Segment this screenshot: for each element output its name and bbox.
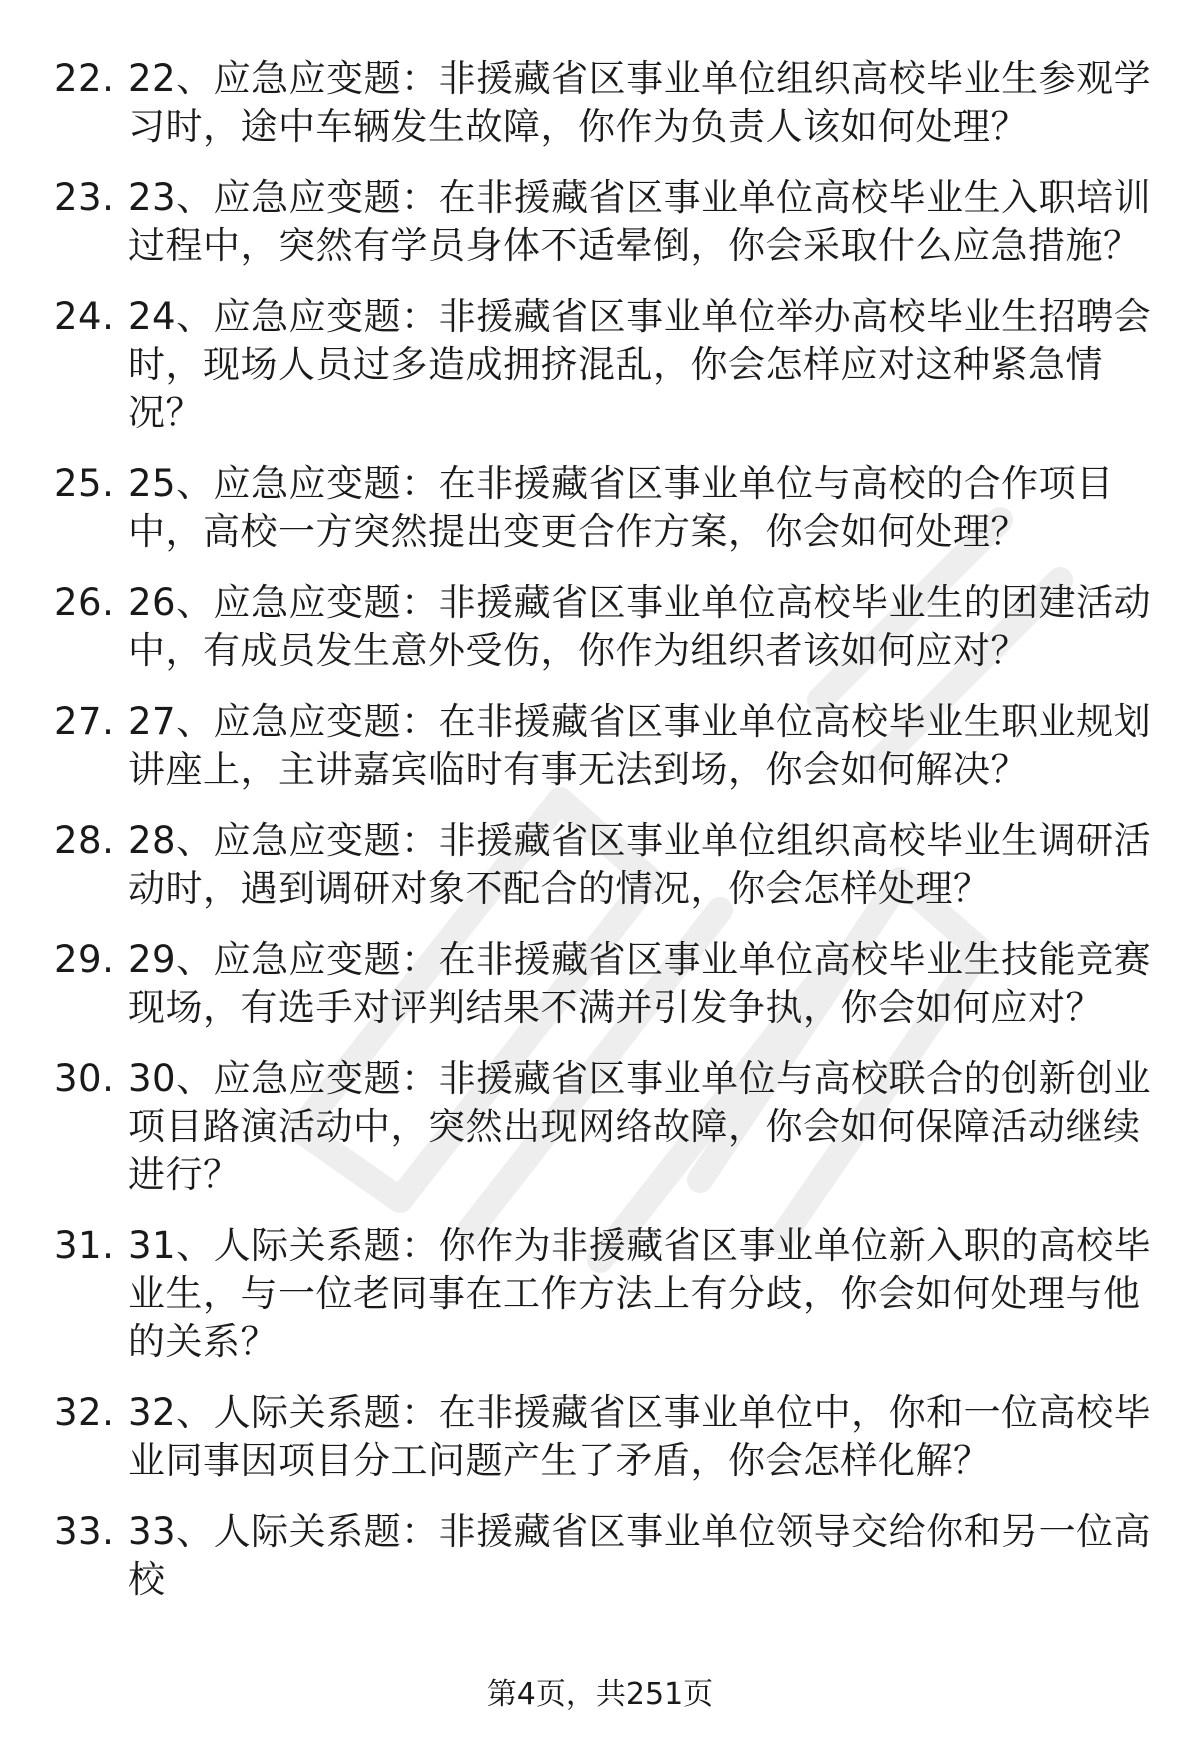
question-number: 33. [54, 1510, 115, 1553]
question-text: 30、应急应变题：非援藏省区事业单位与高校联合的创新创业项目路演活动中，突然出现网络故障，你会如何保障活动继续进行？ [128, 1057, 1152, 1196]
question-text: 32、人际关系题：在非援藏省区事业单位中，你和一位高校毕业同事因项目分工问题产生了矛盾，你会怎样化解？ [128, 1391, 1152, 1482]
question-text: 22、应急应变题：非援藏省区事业单位组织高校毕业生参观学习时，途中车辆发生故障，你作为负责人该如何处理？ [128, 57, 1152, 148]
question-number: 29. [54, 938, 115, 981]
question-number: 28. [54, 819, 115, 862]
question-text: 26、应急应变题：非援藏省区事业单位高校毕业生的团建活动中，有成员发生意外受伤，你作为组织者该如何应对？ [128, 581, 1152, 672]
list-item [0, 1389, 1200, 1485]
question-number: 32. [54, 1391, 115, 1434]
page-number-label: 第4页，共251页 [486, 1677, 714, 1712]
page-footer [0, 1675, 1200, 1715]
list-item [0, 936, 1200, 1032]
question-number: 30. [54, 1057, 115, 1100]
question-text: 27、应急应变题：在非援藏省区事业单位高校毕业生职业规划讲座上，主讲嘉宾临时有事无法到场，你会如何解决？ [128, 700, 1152, 791]
list-item [0, 1508, 1200, 1604]
list-item [0, 698, 1200, 794]
question-number: 25. [54, 462, 115, 505]
question-text: 25、应急应变题：在非援藏省区事业单位与高校的合作项目中，高校一方突然提出变更合作方案，你会如何处理？ [128, 462, 1114, 553]
list-item [0, 579, 1200, 675]
list-item [0, 460, 1200, 556]
question-text: 31、人际关系题：你作为非援藏省区事业单位新入职的高校毕业生，与一位老同事在工作方法上有分歧，你会如何处理与他的关系？ [128, 1224, 1152, 1363]
question-list [0, 55, 1200, 1627]
question-number: 27. [54, 700, 115, 743]
list-item [0, 1055, 1200, 1199]
list-item [0, 174, 1200, 270]
question-number: 31. [54, 1224, 115, 1267]
list-item [0, 293, 1200, 437]
question-number: 22. [54, 57, 115, 100]
question-number: 26. [54, 581, 115, 624]
list-item [0, 817, 1200, 913]
question-text: 29、应急应变题：在非援藏省区事业单位高校毕业生技能竞赛现场，有选手对评判结果不满并引发争执，你会如何应对？ [128, 938, 1152, 1029]
question-text: 28、应急应变题：非援藏省区事业单位组织高校毕业生调研活动时，遇到调研对象不配合的情况，你会怎样处理？ [128, 819, 1152, 910]
question-text: 24、应急应变题：非援藏省区事业单位举办高校毕业生招聘会时，现场人员过多造成拥挤混乱，你会怎样应对这种紧急情况？ [128, 295, 1152, 434]
list-item [0, 55, 1200, 151]
question-text: 33、人际关系题：非援藏省区事业单位领导交给你和另一位高校 [128, 1510, 1152, 1601]
question-number: 24. [54, 295, 115, 338]
question-text: 23、应急应变题：在非援藏省区事业单位高校毕业生入职培训过程中，突然有学员身体不适晕倒，你会采取什么应急措施？ [128, 176, 1152, 267]
question-number: 23. [54, 176, 115, 219]
list-item [0, 1222, 1200, 1366]
